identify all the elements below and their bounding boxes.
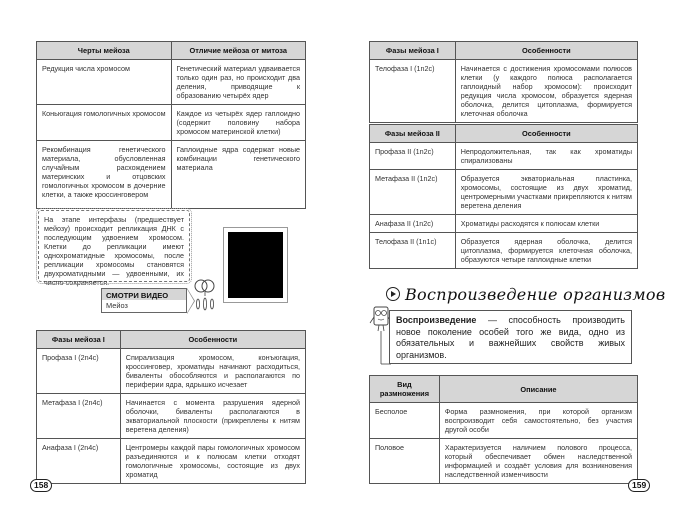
description-cell: Непродолжительная, так как хроматиды спирализованы bbox=[455, 143, 637, 170]
description-cell: Характеризуется наличием полового процесса, который обеспечивает обмен наследственной информацией и создаёт условия для возникновения наследственной изменчивости bbox=[439, 439, 637, 484]
phase-cell: Метафаза II (1n2c) bbox=[370, 170, 456, 215]
type-cell: Половое bbox=[370, 439, 440, 484]
definition-term: Воспроизведение bbox=[396, 315, 477, 325]
page-number: 159 bbox=[628, 479, 650, 492]
table-header-row bbox=[370, 125, 638, 143]
interphase-note: На этапе интерфазы (предшествует мейозу) происходит репликация ДНК с последующим удвоением хромосом. Клетки до репликации имеют однохроматидные хромосомы, после репликации хромосомы становятся двухроматидными — удвоенными, их число сохраняется. bbox=[38, 210, 190, 282]
table-header-row bbox=[370, 376, 638, 403]
column-header: Фазы мейоза I bbox=[37, 331, 121, 349]
phase-cell: Анафаза I (2n4c) bbox=[37, 439, 121, 484]
type-cell: Бесполое bbox=[370, 403, 440, 439]
description-cell: Начинается с момента разрушения ядерной оболочки, биваленты располагаются в экваториальной плоскости (прикреплены к нитям веретена деления) bbox=[120, 394, 305, 439]
watch-video-link[interactable] bbox=[101, 288, 187, 314]
column-header: Особенности bbox=[120, 331, 305, 349]
column-header: Отличие мейоза от митоза bbox=[171, 42, 305, 60]
phase-cell: Профаза II (1n2c) bbox=[370, 143, 456, 170]
table-row bbox=[370, 143, 638, 170]
column-header: Особенности bbox=[455, 125, 637, 143]
definition-text: — способность производить новое поколение особей того же вида, одно из обязательных и важнейших свойств живых организмов. bbox=[396, 315, 625, 360]
table-row bbox=[37, 105, 306, 141]
meiosis-1-table bbox=[36, 330, 306, 484]
table-row bbox=[370, 170, 638, 215]
table-header-row bbox=[370, 42, 638, 60]
table-header-row bbox=[37, 331, 306, 349]
difference-cell: Каждое из четырёх ядер гаплоидно (содержит половину набора хромосом материнской клетки) bbox=[171, 105, 305, 141]
table-row bbox=[370, 215, 638, 233]
table-row bbox=[370, 60, 638, 123]
column-header: Черты мейоза bbox=[37, 42, 172, 60]
table-row bbox=[370, 233, 638, 269]
meiosis-features-table bbox=[36, 41, 306, 209]
table-header-row bbox=[37, 42, 306, 60]
section-title: Воспроизведение организмов bbox=[405, 285, 666, 304]
table-row bbox=[37, 349, 306, 394]
column-header: Особенности bbox=[455, 42, 637, 60]
phase-cell: Метафаза I (2n4c) bbox=[37, 394, 121, 439]
description-cell: Спирализация хромосом, конъюгация, кроссинговер, хроматиды начинают расходиться, биваленты обособляются и располагаются по периферии ядра, ядрышко исчезает bbox=[120, 349, 305, 394]
table-row bbox=[37, 60, 306, 105]
column-header: Вид размножения bbox=[370, 376, 440, 403]
reproduction-table bbox=[369, 375, 638, 484]
definition-box bbox=[389, 310, 632, 364]
table-row bbox=[37, 439, 306, 484]
feature-cell: Рекомбинация генетического материала, обусловленная случайным расхождением материнских и отцовских гомологичных хромосом в дочерние клетки, а также кроссинговером bbox=[37, 141, 172, 209]
phase-cell: Профаза I (2n4c) bbox=[37, 349, 121, 394]
description-cell: Образуется экваториальная пластинка, хромосомы, состоящие из двух хроматид, центромерными участками прикрепляются к нитям веретена деления bbox=[455, 170, 637, 215]
description-cell: Начинается с достижения хромосомами полюсов клетки (у каждого полюса располагается гаплоидный набор хромосом): происходит редукция числа хромосом, образуется ядерная оболочка, делится цитоплазма, формируется клеточная оболочка bbox=[455, 60, 637, 123]
phase-cell: Телофаза II (1n1c) bbox=[370, 233, 456, 269]
feature-cell: Коньюгация гомологичных хромосом bbox=[37, 105, 172, 141]
rings-icon bbox=[193, 278, 217, 312]
table-row bbox=[370, 439, 638, 484]
table-row bbox=[370, 403, 638, 439]
column-header: Фазы мейоза I bbox=[370, 42, 456, 60]
watch-video-label: СМОТРИ ВИДЕО bbox=[101, 288, 187, 300]
description-cell: Хроматиды расходятся к полюсам клетки bbox=[455, 215, 637, 233]
page-number: 158 bbox=[30, 479, 52, 492]
telophase-1-table bbox=[369, 41, 638, 123]
column-header: Фазы мейоза II bbox=[370, 125, 456, 143]
difference-cell: Генетический материал удваивается только один раз, но происходит два деления, приводящие к образованию четырёх ядер bbox=[171, 60, 305, 105]
table-row bbox=[37, 394, 306, 439]
column-header: Описание bbox=[439, 376, 637, 403]
description-cell: Образуется ядерная оболочка, делится цитоплазма, формируется клеточная оболочка, образуются четыре гаплоидные клетки bbox=[455, 233, 637, 269]
video-title: Мейоз bbox=[101, 300, 187, 313]
phase-cell: Анафаза II (1n2c) bbox=[370, 215, 456, 233]
qr-code-icon[interactable] bbox=[223, 227, 288, 303]
description-cell: Центромеры каждой пары гомологичных хромосом разъединяются и к полюсам клетки отходят гомологичные хромосомы, состоящие из двух хроматид bbox=[120, 439, 305, 484]
play-circle-icon bbox=[386, 287, 400, 301]
phase-cell: Телофаза I (1n2c) bbox=[370, 60, 456, 123]
meiosis-2-table bbox=[369, 124, 638, 269]
feature-cell: Редукция числа хромосом bbox=[37, 60, 172, 105]
difference-cell: Гаплоидные ядра содержат новые комбинации генетического материала bbox=[171, 141, 305, 209]
description-cell: Форма размножения, при которой организм воспроизводит себя самостоятельно, без участия другой особи bbox=[439, 403, 637, 439]
table-row bbox=[37, 141, 306, 209]
